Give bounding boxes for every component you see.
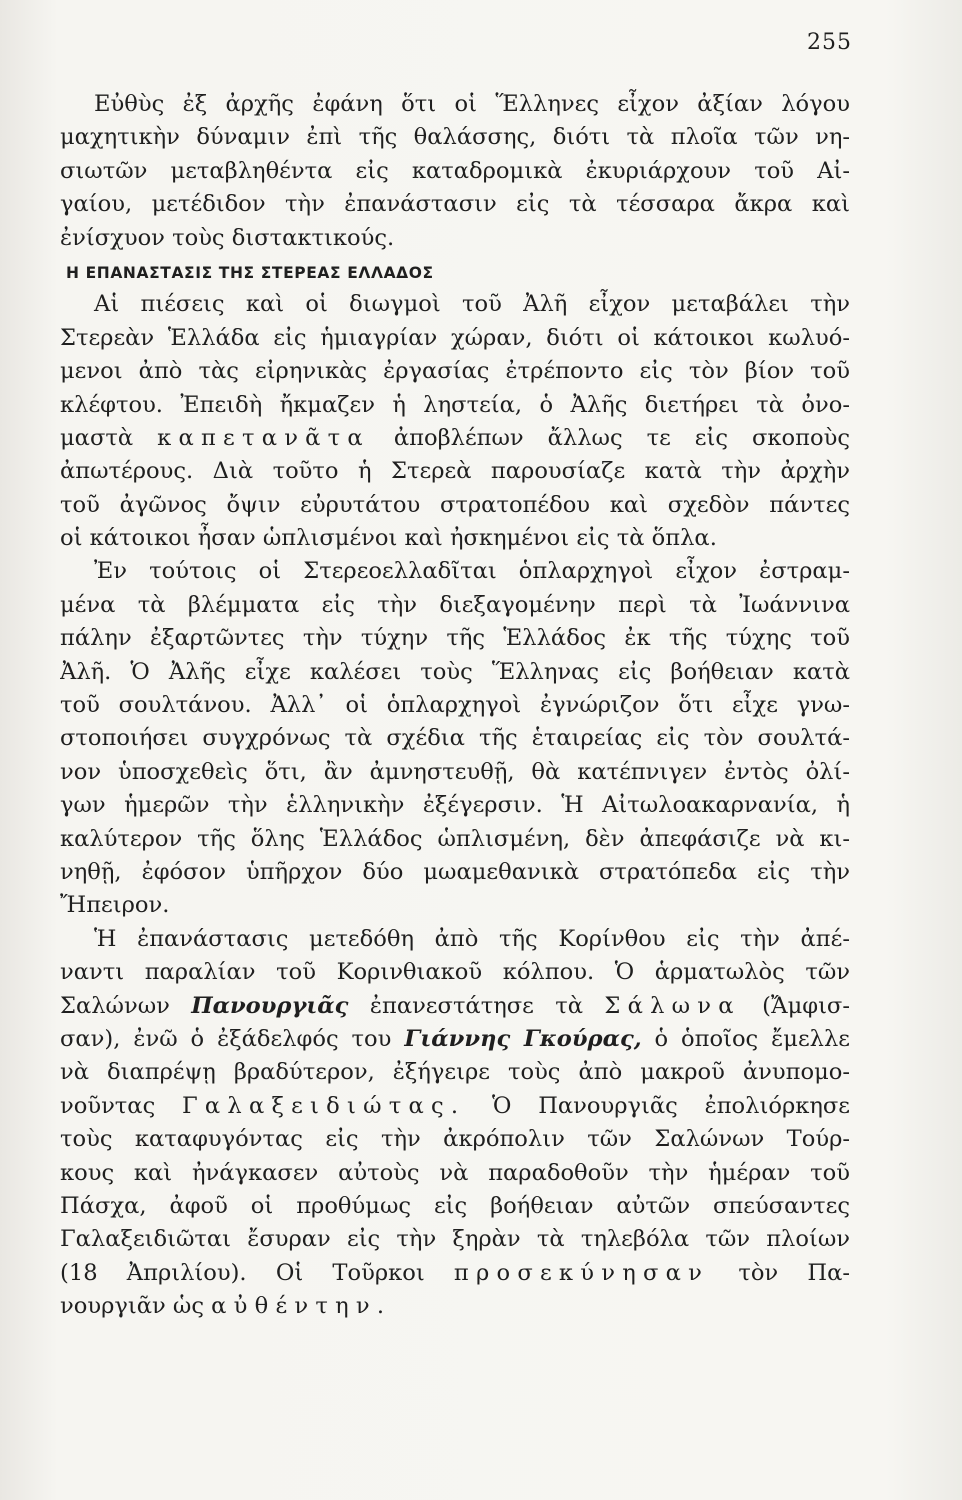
text-line: ἀπωτέρους. Διὰ τοῦτο ἡ Στερεὰ παρουσίαζε κατὰ τὴν ἀρχὴν xyxy=(60,458,850,485)
emphasized-term: Σάλωνα xyxy=(604,992,741,1019)
emphasized-term: καπετανᾶτα xyxy=(157,424,370,451)
text-line: μενοι ἀπὸ τὰς εἰρηνικὰς ἐργασίας ἐτρέποντο εἰς τὸν βίον τοῦ xyxy=(60,358,850,385)
text-line: Ἡ ἐπανάστασις μετεδόθη ἀπὸ τῆς Κορίνθου εἰς τὴν ἀπέ- xyxy=(94,925,850,952)
text-line: ναντι παραλίαν τοῦ Κορινθιακοῦ κόλπου. Ὁ ἁρματωλὸς τῶν xyxy=(60,959,850,986)
text-line: Πάσχα, ἀφοῦ οἱ προθύμως εἰς βοήθειαν αὐτῶν σπεύσαντες xyxy=(60,1192,850,1219)
text-line xyxy=(60,1257,850,1290)
text-fragment: νοῦντας xyxy=(60,1092,156,1119)
text-line: νὰ διαπρέψῃ βραδύτερον, ἐξήγειρε τοὺς ἀπὸ μακροῦ ἀνυπομο- xyxy=(60,1059,850,1086)
text-line: νον ὑποσχεθεὶς ὅτι, ἂν ἀμνηστευθῇ, θὰ κατέπνιγεν ἐντὸς ὀλί- xyxy=(60,758,850,785)
text-line: μαχητικὴν δύναμιν ἐπὶ τῆς θαλάσσης, διότι τὰ πλοῖα τῶν νη- xyxy=(60,124,850,151)
text-line: Αἱ πιέσεις καὶ οἱ διωγμοὶ τοῦ Ἀλῆ εἶχον μεταβάλει τὴν xyxy=(94,291,850,318)
person-name: Γιάννης Γκούρας, xyxy=(404,1025,642,1052)
text-fragment: μαστὰ xyxy=(60,424,134,451)
text-line: κλέφτου. Ἐπειδὴ ἤκμαζεν ἡ ληστεία, ὁ Ἀλῆς διετήρει τὰ ὀνο- xyxy=(60,391,850,418)
text-line: γων ἡμερῶν τὴν ἑλληνικὴν ἐξέγερσιν. Ἡ Αἰτωλοακαρνανία, ἡ xyxy=(60,792,850,819)
text-line: τοῦ ἀγῶνος ὄψιν εὐρυτάτου στρατοπέδου καὶ σχεδὸν πάντες xyxy=(60,491,850,518)
text-line: οἱ κάτοικοι ἦσαν ὡπλισμένοι καὶ ἠσκημένοι εἰς τὰ ὅπλα. xyxy=(60,525,717,552)
text-line: ἐνίσχυον τοὺς διστακτικούς. xyxy=(60,224,395,251)
text-line: πάλην ἐξαρτῶντες τὴν τύχην τῆς Ἑλλάδος ἐκ τῆς τύχης τοῦ xyxy=(60,625,850,652)
emphasized-term: αὐθέντην. xyxy=(211,1293,392,1320)
text-fragment: ὁ ὁποῖος ἔμελλε xyxy=(654,1025,850,1052)
text-line: γαίου, μετέδιδον τὴν ἐπανάστασιν εἰς τὰ τέσσαρα ἄκρα καὶ xyxy=(60,191,850,218)
text-line: Στερεὰν Ἑλλάδα εἰς ἡμιαγρίαν χώραν, διότι οἱ κάτοικοι κωλυό- xyxy=(60,324,850,351)
text-fragment: ἀποβλέπων ἄλλως τε εἰς σκοποὺς xyxy=(393,424,850,451)
text-line: Γαλαξειδιῶται ἔσυραν εἰς τὴν ξηρὰν τὰ τηλεβόλα τῶν πλοίων xyxy=(60,1226,850,1253)
text-line: τοῦ σουλτάνου. Ἀλλ᾽ οἱ ὁπλαρχηγοὶ ἐγνώριζον ὅτι εἶχε γνω- xyxy=(60,692,850,719)
section-heading: Η ΕΠΑΝΑΣΤΑΣΙΣ ΤΗΣ ΣΤΕΡΕΑΣ ΕΛΛΑΔΟΣ xyxy=(66,263,434,282)
text-line: στοποιήσει συγχρόνως τὰ σχέδια τῆς ἑταιρείας εἰς τὸν σουλτά- xyxy=(60,725,850,752)
text-line xyxy=(60,1290,850,1323)
text-fragment: Σαλώνων xyxy=(60,992,170,1019)
text-fragment: τὸν Πα- xyxy=(738,1259,850,1286)
text-line xyxy=(60,990,850,1023)
text-fragment: σαν), ἐνῶ ὁ ἐξάδελφός του xyxy=(60,1025,392,1052)
emphasized-term: προσεκύνησαν xyxy=(453,1259,710,1286)
text-line: μένα τὰ βλέμματα εἰς τὴν διεξαγομένην περὶ τὰ Ἰωάννινα xyxy=(60,591,850,618)
text-line: κους καὶ ἠνάγκασεν αὐτοὺς νὰ παραδοθοῦν τὴν ἡμέραν τοῦ xyxy=(60,1159,850,1186)
text-fragment: νουργιᾶν ὡς xyxy=(60,1293,204,1320)
text-line: τοὺς καταφυγόντας εἰς τὴν ἀκρόπολιν τῶν Σαλώνων Τούρ- xyxy=(60,1126,850,1153)
text-fragment: ἐπανεστάτησε τὰ xyxy=(369,992,584,1019)
text-line xyxy=(60,422,850,455)
text-line: Ἤπειρον. xyxy=(60,892,170,919)
body-text xyxy=(60,88,850,1323)
page-number: 255 xyxy=(807,30,852,55)
text-fragment: (Ἄμφισ- xyxy=(762,992,850,1019)
text-line: Ἀλῆ. Ὁ Ἀλῆς εἶχε καλέσει τοὺς Ἕλληνας εἰς βοήθειαν κατὰ xyxy=(60,658,850,685)
text-line: νηθῇ, ἐφόσον ὑπῆρχον δύο μωαμεθανικὰ στρατόπεδα εἰς τὴν xyxy=(60,858,850,885)
emphasized-term: Γαλαξειδιώτας. xyxy=(182,1092,466,1119)
text-line xyxy=(60,1023,850,1056)
text-line xyxy=(60,1090,850,1123)
text-line: καλύτερον τῆς ὅλης Ἑλλάδος ὡπλισμένη, δὲν ἀπεφάσιζε νὰ κι- xyxy=(60,825,850,852)
text-line: Εὐθὺς ἐξ ἀρχῆς ἐφάνη ὅτι οἱ Ἕλληνες εἶχον ἀξίαν λόγου xyxy=(94,91,850,117)
text-fragment: (18 Ἀπριλίου). Οἱ Τοῦρκοι xyxy=(60,1259,425,1286)
text-fragment: Ὁ Πανουργιᾶς ἐπολιόρκησε xyxy=(492,1092,850,1119)
person-name: Πανουργιᾶς xyxy=(191,992,349,1019)
text-line: Ἐν τούτοις οἱ Στερεοελλαδῖται ὁπλαρχηγοὶ εἶχον ἐστραμ- xyxy=(94,558,850,585)
text-line: σιωτῶν μεταβληθέντα εἰς καταδρομικὰ ἐκυριάρχουν τοῦ Αἰ- xyxy=(60,157,850,184)
